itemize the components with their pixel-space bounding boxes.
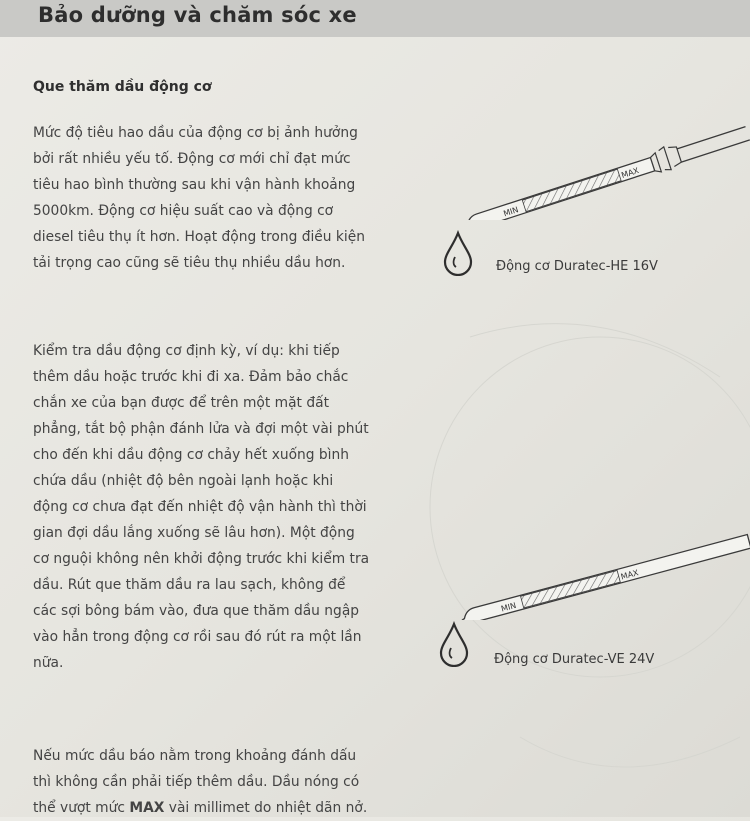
text-line: gian đợi dầu lắng xuống sẽ lâu hơn). Một động <box>33 525 355 541</box>
page-header <box>0 0 750 37</box>
paragraph-oil-consumption <box>33 120 393 276</box>
oil-drop-icon <box>441 230 475 276</box>
text-line: chắn xe của bạn được để trên một mặt đất <box>33 395 329 411</box>
engine-caption-2: Động cơ Duratec-VE 24V <box>494 652 655 667</box>
min-label: MIN <box>502 205 520 219</box>
text-line: vào hẳn trong động cơ rồi sau đó rút ra một lần <box>33 629 362 645</box>
max-emphasis: MAX <box>129 800 165 816</box>
dipstick-illustration-1 <box>445 105 750 220</box>
text-line <box>33 795 393 821</box>
text-line: Nếu mức dầu báo nằm trong khoảng đánh dấu <box>33 748 357 764</box>
text-line: tiêu hao bình thường sau khi vận hành khoảng <box>33 177 356 193</box>
text-line: 5000km. Động cơ hiệu suất cao và động cơ <box>33 203 334 219</box>
text-line: động cơ chưa đạt đến nhiệt độ vận hành thì thời <box>33 499 367 515</box>
paragraph-check-oil <box>33 338 393 676</box>
text-line: thì không cần phải tiếp thêm dầu. Dầu nóng có <box>33 774 360 790</box>
max-label: MAX <box>619 568 640 582</box>
text-line: Kiểm tra dầu động cơ định kỳ, ví dụ: khi tiếp <box>33 343 340 359</box>
section-subtitle: Que thăm dầu động cơ <box>33 79 212 95</box>
text-fragment: vài millimet do nhiệt dãn nở. <box>164 800 368 816</box>
text-line: chứa dầu (nhiệt độ bên ngoài lạnh hoặc khi <box>33 473 334 489</box>
paragraph-oil-level <box>33 743 393 821</box>
text-line: bởi rất nhiều yếu tố. Động cơ mới chỉ đạt mức <box>33 151 351 167</box>
text-line: phẳng, tắt bộ phận đánh lửa và đợi một vài phút <box>33 421 369 437</box>
text-line: tải trọng cao cũng sẽ tiêu thụ nhiều dầu hơn. <box>33 255 346 271</box>
page-title: Bảo dưỡng và chăm sóc xe <box>38 3 357 27</box>
text-line: các sợi bông bám vào, đưa que thăm dầu ngập <box>33 603 360 619</box>
text-line: nữa. <box>33 655 64 671</box>
text-line: diesel tiêu thụ ít hơn. Hoạt động trong điều kiện <box>33 229 365 245</box>
dipstick-illustration-2 <box>445 505 750 620</box>
text-line: dầu. Rút que thăm dầu ra lau sạch, không để <box>33 577 346 593</box>
text-fragment: thể vượt mức <box>33 800 130 816</box>
text-line: thêm dầu hoặc trước khi đi xa. Đảm bảo chắc <box>33 369 349 385</box>
text-line: cơ nguội không nên khởi động trước khi kiểm tra <box>33 551 370 567</box>
max-label: MAX <box>620 165 641 181</box>
text-line: cho đến khi dầu động cơ chảy hết xuống bình <box>33 447 350 463</box>
text-line: Mức độ tiêu hao dầu của động cơ bị ảnh hưởng <box>33 125 358 141</box>
oil-drop-icon <box>437 621 471 667</box>
engine-caption-1: Động cơ Duratec-HE 16V <box>496 259 658 274</box>
min-label: MIN <box>500 600 518 614</box>
